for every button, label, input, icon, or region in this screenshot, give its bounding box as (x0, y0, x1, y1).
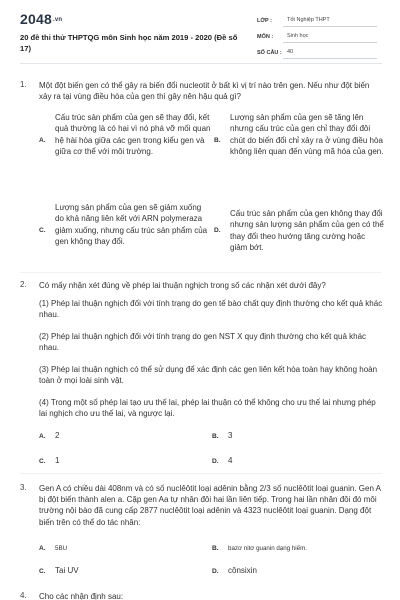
option-letter: C. (39, 568, 46, 575)
answer-option-a[interactable] (39, 430, 189, 442)
option-letter: A. (39, 545, 46, 552)
statement-2: (2) Phép lai thuận nghịch đối với tính trạng do gen NST X quy định thường cho kết quả khác nhau. (39, 332, 367, 353)
answer-option-c[interactable] (39, 455, 189, 467)
logo-text: 2048 (20, 11, 52, 27)
site-logo[interactable] (20, 11, 62, 27)
statement-1: (1) Phép lai thuận nghịch đối với tính trạng do gen tế bào chất quy định thường cho kết quả khác nhau. (39, 299, 383, 320)
option-text: Tai UV (55, 566, 79, 575)
answer-option-d[interactable] (214, 208, 384, 266)
option-letter: D. (212, 458, 219, 465)
option-letter: C. (39, 227, 46, 234)
answer-option-d[interactable] (212, 565, 362, 577)
option-letter: D. (212, 568, 219, 575)
option-text: Cấu trúc sản phẩm của gen sẽ thay đổi, kết quả thường là có hại vì nó phá vỡ mối quan hệ hài hòa giữa các gen trong kiểu gen và giữa cơ thể với môi trường. (55, 113, 211, 157)
option-letter: A. (39, 137, 46, 144)
option-text: 5BU (55, 545, 68, 552)
option-text: Cấu trúc sản phẩm của gen không thay đổi nhưng sản lượng sản phẩm của gen có thể thay đổi theo hướng tăng cường hoặc giảm bớt. (230, 209, 384, 253)
option-letter: B. (212, 545, 219, 552)
option-text: Lượng sản phẩm của gen sẽ giảm xuống do khả năng liên kết với ARN polymeraza giảm xuống, nhưng cấu trúc sản phẩm của gen không thay đổi. (55, 203, 208, 247)
question-number: 3. (20, 483, 27, 492)
option-letter: A. (39, 433, 46, 440)
answer-option-a[interactable] (39, 112, 211, 182)
answer-option-c[interactable] (39, 565, 189, 577)
exam-title: 20 đề thi thử THPTQG môn Sinh học năm 2019 - 2020 (Đề số 17) (20, 33, 238, 53)
option-text: 1 (55, 456, 60, 465)
question-text: Gen A có chiều dài 408nm và có số nuclêôtit loại adênin bằng 2/3 số nuclêôtit loại guanin. Gen A bị đột biến thành alen a. Cặp gen Aa tự nhân đôi hai lần liên tiếp. Trong hai lần nhân đôi đó môi trường nội bào đã cung cấp 2877 nuclêôtit loại adênin và 4323 nuclêôtit loại guanin. Dạng đột biến trên có thể do tác nhân: (39, 484, 381, 527)
option-text: cônsixin (228, 566, 257, 575)
question-1 (20, 80, 384, 270)
option-letter: B. (212, 433, 219, 440)
answer-option-b[interactable] (212, 542, 382, 554)
meta-class-value: Tốt Nghiệp THPT (283, 15, 377, 27)
question-2 (20, 280, 384, 470)
option-text: Lượng sản phẩm của gen sẽ tăng lên nhưng cấu trúc của gen chỉ thay đổi đôi chút do biến đổi chỉ xảy ra ở vùng điều hòa không liên quan đến vùng mã hóa của gen. (230, 113, 384, 157)
answer-option-d[interactable] (212, 455, 362, 467)
statement-3: (3) Phép lai thuận nghịch có thể sử dụng để xác định các gen liên kết hòa toàn hay không hoàn toàn ở mọi loài sinh vật. (39, 365, 378, 386)
option-text: 2 (55, 431, 60, 440)
logo-suffix: .vn (52, 17, 63, 24)
answer-option-b[interactable] (214, 112, 384, 182)
meta-subject-row (257, 29, 377, 45)
question-text: Một đột biến gen có thể gây ra biến đổi nucleotit ở bất kì vị trí nào trên gen. Nếu như đột biến xảy ra tại vùng điều hòa của gen thì gây nên hậu quả gì? (39, 81, 370, 102)
meta-class-label: LỚP : (257, 18, 272, 24)
meta-subject-label: MÔN : (257, 34, 274, 40)
question-number: 4. (20, 591, 27, 600)
option-text: bazơ nitơ guanin dạng hiếm. (228, 545, 307, 552)
meta-class-row (257, 13, 377, 29)
answer-option-c[interactable] (39, 202, 211, 260)
question-3 (20, 483, 384, 583)
exam-header (20, 10, 382, 62)
option-letter: C. (39, 458, 46, 465)
option-letter: D. (214, 227, 221, 234)
meta-count-label: SỐ CÂU : (257, 50, 282, 56)
meta-subject-value: Sinh học (283, 31, 377, 43)
question-text: Có mấy nhận xét đúng về phép lai thuận nghịch trong số các nhận xét dưới đây? (39, 281, 326, 290)
meta-count-value: 40 (283, 47, 377, 59)
header-divider (20, 63, 382, 64)
question-4 (20, 591, 384, 600)
question-number: 1. (20, 80, 27, 89)
option-letter: B. (214, 137, 221, 144)
question-divider (20, 272, 382, 273)
meta-count-row (257, 45, 377, 61)
option-text: 4 (228, 456, 233, 465)
question-text: Cho các nhận định sau: (39, 592, 124, 600)
answer-option-b[interactable] (212, 430, 362, 442)
exam-meta (257, 13, 377, 61)
option-text: 3 (228, 431, 233, 440)
question-number: 2. (20, 280, 27, 289)
question-divider (20, 473, 382, 474)
answer-option-a[interactable] (39, 542, 189, 554)
statement-4: (4) Trong một số phép lai tạo ưu thế lai, phép lai thuận có thể không cho ưu thế lai nhưng phép lai nghịch cho ưu thế lai, và ngược lại. (39, 398, 376, 419)
